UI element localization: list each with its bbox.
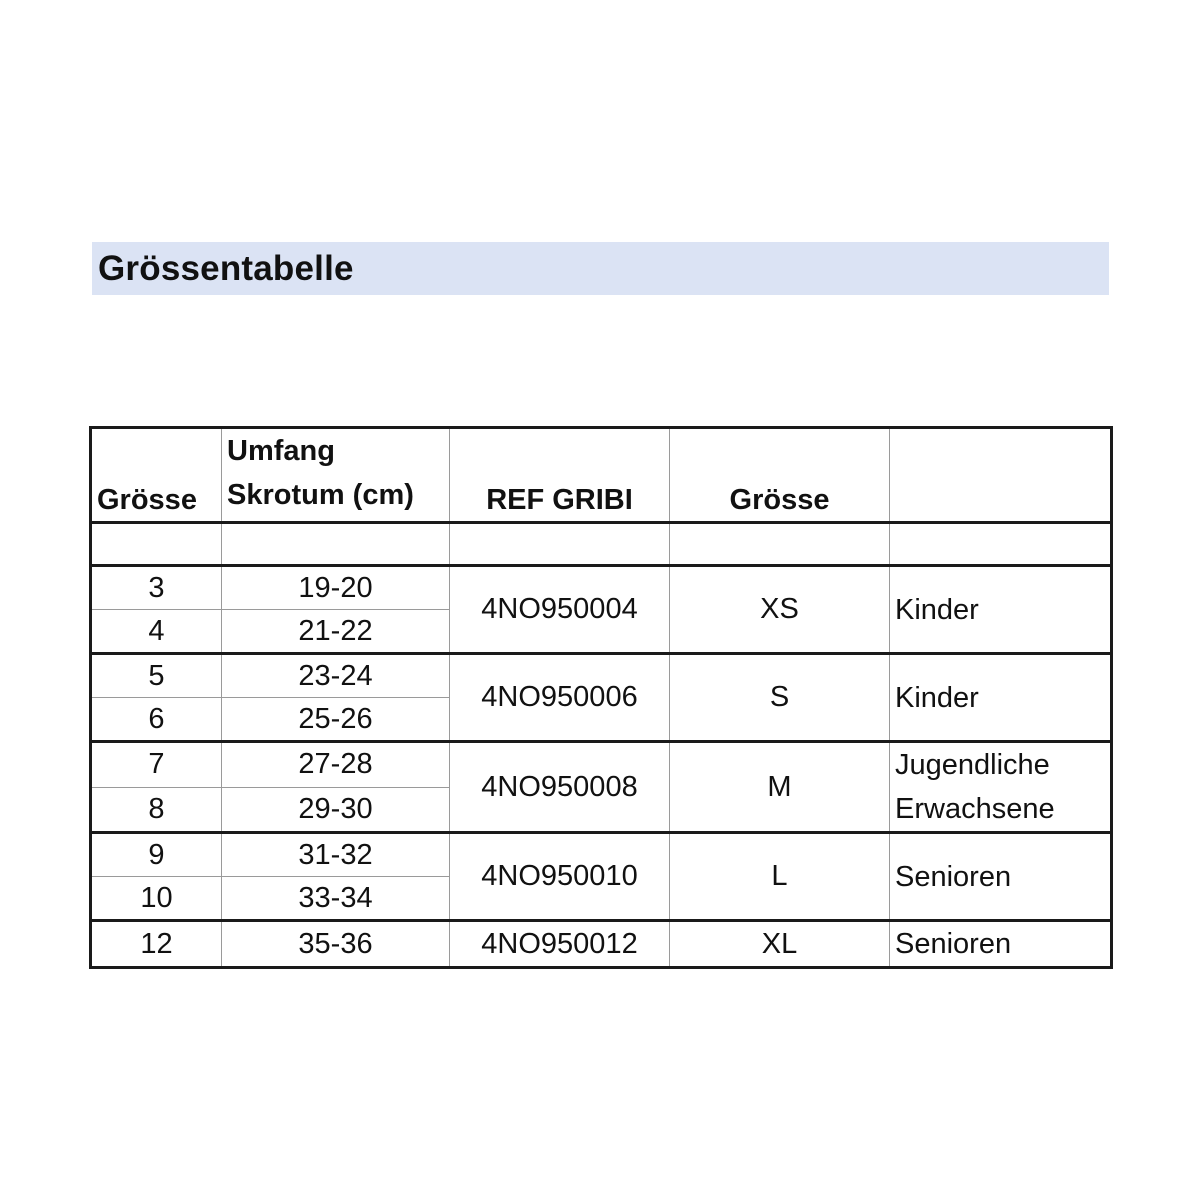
size-label-cell: L: [670, 833, 890, 921]
description-cell: [890, 742, 1112, 833]
size-label-cell: M: [670, 742, 890, 833]
description-cell: [890, 654, 1112, 742]
table-row: [91, 742, 1112, 788]
header-circumference-line1: Umfang: [227, 435, 335, 467]
range-cell: 19-20: [222, 566, 450, 610]
header-circumference: [222, 428, 450, 523]
range-cell: 23-24: [222, 654, 450, 698]
ref-cell: 4NO950012: [450, 921, 670, 968]
description-line1: Jugendliche: [895, 749, 1050, 781]
header-row: [91, 428, 1112, 523]
size-cell: 10: [91, 877, 222, 921]
description-line1: Senioren: [895, 860, 1012, 893]
table-row: [91, 921, 1112, 968]
spacer-row: [91, 523, 1112, 566]
size-label-cell: XL: [670, 921, 890, 968]
ref-cell: 4NO950008: [450, 742, 670, 833]
size-cell: 4: [91, 610, 222, 654]
ref-cell: 4NO950010: [450, 833, 670, 921]
range-cell: 21-22: [222, 610, 450, 654]
range-cell: 31-32: [222, 833, 450, 877]
description-line2: Erwachsene: [895, 793, 1055, 825]
size-label-cell: XS: [670, 566, 890, 654]
description-cell: [890, 921, 1112, 968]
header-circumference-line2: Skrotum (cm): [227, 479, 414, 511]
range-cell: 33-34: [222, 877, 450, 921]
size-cell: 9: [91, 833, 222, 877]
range-cell: 27-28: [222, 742, 450, 788]
table-row: [91, 654, 1112, 698]
ref-cell: 4NO950004: [450, 566, 670, 654]
size-cell: 3: [91, 566, 222, 610]
range-cell: 25-26: [222, 698, 450, 742]
description-line1: Kinder: [895, 681, 979, 714]
header-size-label: Grösse: [670, 428, 890, 523]
size-cell: 12: [91, 921, 222, 968]
size-cell: 7: [91, 742, 222, 788]
size-cell: 8: [91, 787, 222, 833]
size-table: [89, 426, 1113, 969]
header-ref: REF GRIBI: [450, 428, 670, 523]
size-cell: 6: [91, 698, 222, 742]
page-title: Grössentabelle: [98, 249, 354, 288]
table-row: [91, 833, 1112, 877]
ref-cell: 4NO950006: [450, 654, 670, 742]
description-line1: Kinder: [895, 593, 979, 626]
range-cell: 29-30: [222, 787, 450, 833]
header-size: Grösse: [91, 428, 222, 523]
range-cell: 35-36: [222, 921, 450, 968]
description-cell: [890, 833, 1112, 921]
size-label-cell: S: [670, 654, 890, 742]
header-description: [890, 428, 1112, 523]
size-cell: 5: [91, 654, 222, 698]
table-row: [91, 566, 1112, 610]
description-cell: [890, 566, 1112, 654]
title-bar: [92, 242, 1109, 295]
description-line1: Senioren: [895, 928, 1012, 960]
